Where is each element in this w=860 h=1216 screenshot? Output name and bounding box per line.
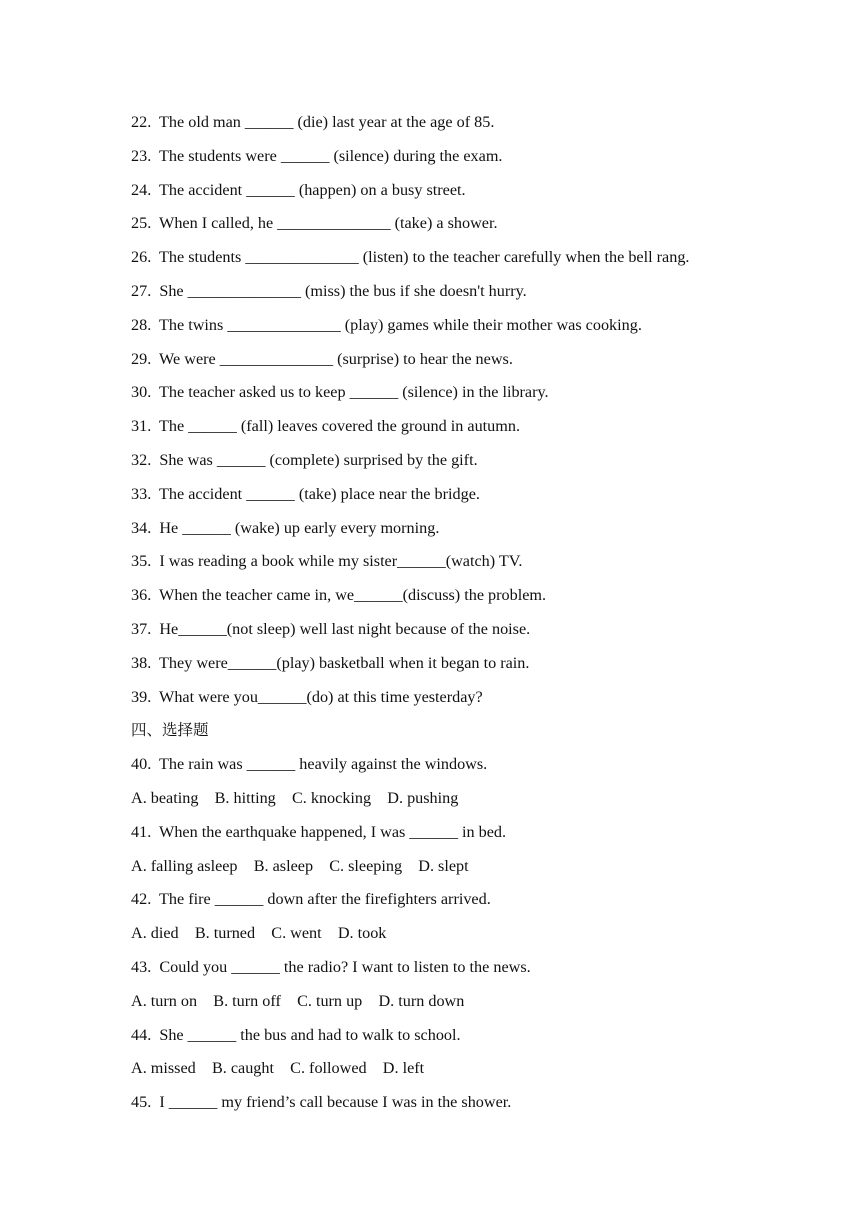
options-40: A. beating B. hitting C. knocking D. pushing [131, 788, 459, 807]
question-35: 35. I was reading a book while my sister______(watch) TV. [131, 552, 523, 571]
question-32: 32. She was ______ (complete) surprised by the gift. [131, 450, 478, 469]
exercise-content [131, 109, 811, 1123]
question-38: 38. They were______(play) basketball when it began to rain. [131, 653, 530, 672]
question-23: 23. The students were ______ (silence) during the exam. [131, 146, 503, 165]
options-41: A. falling asleep B. asleep C. sleeping D. slept [131, 856, 469, 875]
question-30: 30. The teacher asked us to keep ______ (silence) in the library. [131, 383, 549, 402]
question-36: 36. When the teacher came in, we______(discuss) the problem. [131, 586, 547, 605]
question-34: 34. He ______ (wake) up early every morning. [131, 518, 440, 537]
question-45: 45. I ______ my friend’s call because I was in the shower. [131, 1093, 512, 1112]
question-31: 31. The ______ (fall) leaves covered the ground in autumn. [131, 417, 520, 436]
section-heading-multiple-choice: 四、选择题 [131, 721, 209, 740]
question-42: 42. The fire ______ down after the firefighters arrived. [131, 890, 491, 909]
question-26: 26. The students ______________ (listen) to the teacher carefully when the bell rang. [131, 248, 690, 267]
question-37: 37. He______(not sleep) well last night because of the noise. [131, 619, 531, 638]
question-43: 43. Could you ______ the radio? I want to listen to the news. [131, 957, 531, 976]
question-27: 27. She ______________ (miss) the bus if she doesn't hurry. [131, 281, 527, 300]
question-24: 24. The accident ______ (happen) on a busy street. [131, 180, 466, 199]
question-22: 22. The old man ______ (die) last year at the age of 85. [131, 113, 495, 131]
question-28: 28. The twins ______________ (play) games while their mother was cooking. [131, 315, 642, 334]
question-44: 44. She ______ the bus and had to walk to school. [131, 1025, 461, 1044]
question-33: 33. The accident ______ (take) place near the bridge. [131, 484, 480, 503]
options-44: A. missed B. caught C. followed D. left [131, 1059, 425, 1078]
question-39: 39. What were you______(do) at this time yesterday? [131, 687, 483, 706]
question-29: 29. We were ______________ (surprise) to hear the news. [131, 349, 513, 368]
question-25: 25. When I called, he ______________ (take) a shower. [131, 214, 498, 233]
question-41: 41. When the earthquake happened, I was ______ in bed. [131, 822, 507, 841]
options-43: A. turn on B. turn off C. turn up D. turn down [131, 991, 465, 1010]
options-42: A. died B. turned C. went D. took [131, 924, 387, 943]
question-40: 40. The rain was ______ heavily against the windows. [131, 755, 488, 774]
